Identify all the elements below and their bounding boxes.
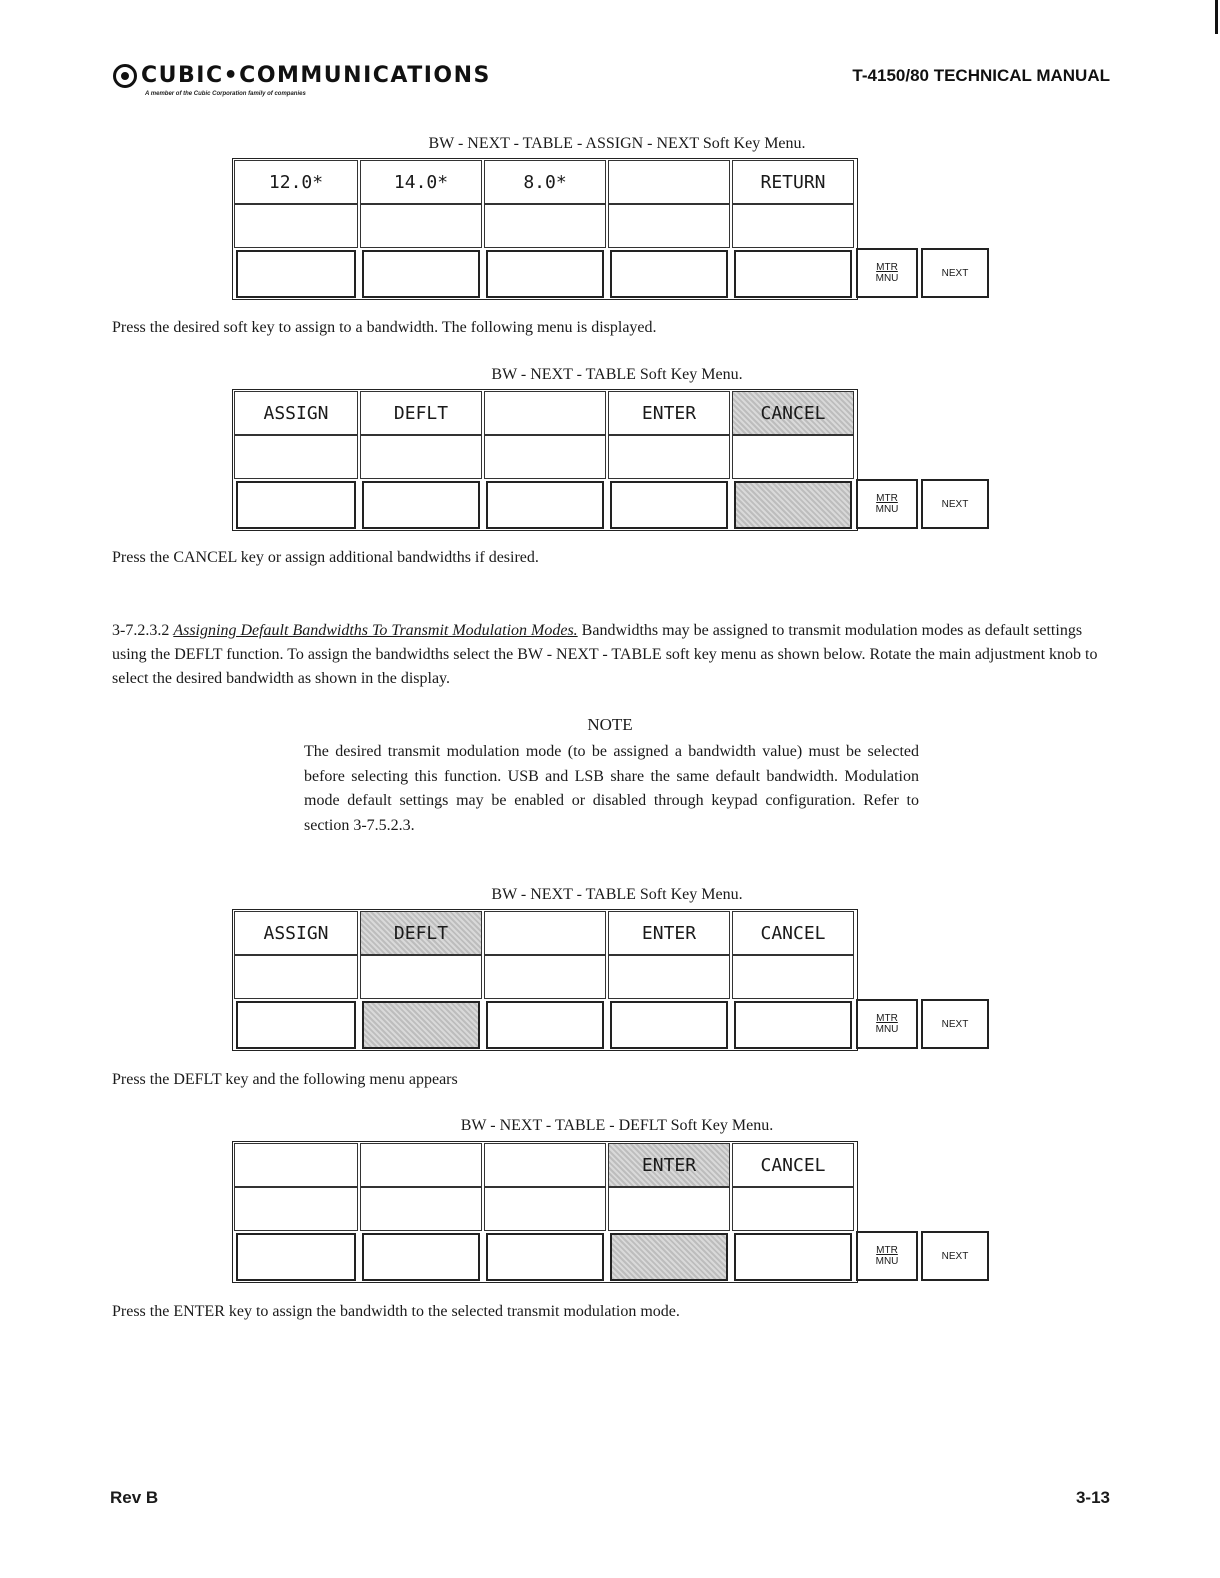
footer-revision: Rev B xyxy=(110,1488,159,1507)
soft-key-label-1 xyxy=(234,1143,358,1187)
soft-key-blank-2 xyxy=(360,435,482,479)
soft-key-blank-3 xyxy=(484,204,606,248)
soft-key-blank-3 xyxy=(484,435,606,479)
soft-key-label-1: ASSIGN xyxy=(234,391,358,435)
meter-label: MTR xyxy=(876,262,898,273)
soft-key-blank-5 xyxy=(732,955,854,999)
soft-key-button-4[interactable] xyxy=(610,481,728,529)
soft-key-label-2 xyxy=(360,1143,482,1187)
soft-key-button-4[interactable] xyxy=(610,1233,728,1281)
menu-label: MNU xyxy=(875,1256,899,1267)
meter-label: MTR xyxy=(876,1245,898,1256)
soft-key-panel-2 xyxy=(232,389,992,531)
soft-key-blank-1 xyxy=(234,435,358,479)
soft-key-label-3 xyxy=(484,391,606,435)
menu-label: MNU xyxy=(875,273,899,284)
note-heading: NOTE xyxy=(587,715,633,734)
soft-key-panel-1 xyxy=(232,158,992,300)
soft-key-button-2[interactable] xyxy=(362,1001,480,1049)
soft-key-blank-1 xyxy=(234,204,358,248)
soft-key-blank-5 xyxy=(732,435,854,479)
meter-label: MTR xyxy=(876,1013,898,1024)
soft-key-button-3[interactable] xyxy=(486,1001,604,1049)
soft-key-label-4: ENTER xyxy=(608,1143,730,1187)
soft-key-blank-3 xyxy=(484,955,606,999)
soft-key-button-5[interactable] xyxy=(734,250,852,298)
soft-key-blank-5 xyxy=(732,204,854,248)
scan-edge-mark xyxy=(1215,0,1218,34)
soft-key-blank-2 xyxy=(360,955,482,999)
soft-key-button-4[interactable] xyxy=(610,1001,728,1049)
menu-caption-4: BW - NEXT - TABLE - DEFLT Soft Key Menu. xyxy=(460,1117,774,1134)
soft-key-button-1[interactable] xyxy=(236,481,356,529)
soft-key-button-2[interactable] xyxy=(362,481,480,529)
company-logo xyxy=(113,63,491,88)
soft-key-blank-4 xyxy=(608,1187,730,1231)
meter-menu-button[interactable] xyxy=(856,248,918,298)
menu-caption-2: BW - NEXT - TABLE Soft Key Menu. xyxy=(491,366,743,383)
soft-key-button-2[interactable] xyxy=(362,250,480,298)
soft-key-label-3: 8.0* xyxy=(484,160,606,204)
soft-key-label-5: RETURN xyxy=(732,160,854,204)
soft-key-button-2[interactable] xyxy=(362,1233,480,1281)
soft-key-label-2: 14.0* xyxy=(360,160,482,204)
menu-label: MNU xyxy=(875,504,899,515)
meter-label: MTR xyxy=(876,493,898,504)
soft-key-blank-4 xyxy=(608,435,730,479)
section-number: 3-7.2.3.2 xyxy=(112,622,170,639)
soft-key-blank-1 xyxy=(234,955,358,999)
soft-key-label-4: ENTER xyxy=(608,911,730,955)
menu-caption-1: BW - NEXT - TABLE - ASSIGN - NEXT Soft Key Menu. xyxy=(428,135,806,152)
company-tagline: A member of the Cubic Corporation family of companies xyxy=(145,91,306,97)
section-title: Assigning Default Bandwidths To Transmit Modulation Modes. xyxy=(173,622,578,639)
next-button[interactable]: NEXT xyxy=(921,248,989,298)
soft-key-button-5[interactable] xyxy=(734,481,852,529)
soft-key-label-3 xyxy=(484,1143,606,1187)
soft-key-label-2: DEFLT xyxy=(360,911,482,955)
meter-menu-button[interactable] xyxy=(856,999,918,1049)
meter-menu-button[interactable] xyxy=(856,479,918,529)
soft-key-blank-1 xyxy=(234,1187,358,1231)
soft-key-blank-5 xyxy=(732,1187,854,1231)
paragraph-3: Press the DEFLT key and the following menu appears xyxy=(112,1071,458,1088)
soft-key-button-5[interactable] xyxy=(734,1233,852,1281)
company-name: CUBIC•COMMUNICATIONS xyxy=(141,63,491,88)
soft-key-button-5[interactable] xyxy=(734,1001,852,1049)
paragraph-1: Press the desired soft key to assign to a bandwidth. The following menu is displayed. xyxy=(112,319,657,336)
soft-key-label-4 xyxy=(608,160,730,204)
soft-key-label-5: CANCEL xyxy=(732,1143,854,1187)
cubic-logo-icon xyxy=(113,64,137,88)
soft-key-panel-3 xyxy=(232,909,992,1051)
soft-key-blank-2 xyxy=(360,1187,482,1231)
soft-key-blank-4 xyxy=(608,955,730,999)
next-button[interactable]: NEXT xyxy=(921,479,989,529)
soft-key-button-3[interactable] xyxy=(486,1233,604,1281)
paragraph-4: Press the ENTER key to assign the bandwidth to the selected transmit modulation mode. xyxy=(112,1303,680,1320)
soft-key-button-4[interactable] xyxy=(610,250,728,298)
soft-key-label-5: CANCEL xyxy=(732,391,854,435)
soft-key-label-4: ENTER xyxy=(608,391,730,435)
section-3-7-2-3-2 xyxy=(112,619,1112,691)
menu-label: MNU xyxy=(875,1024,899,1035)
soft-key-button-1[interactable] xyxy=(236,250,356,298)
next-button[interactable]: NEXT xyxy=(921,999,989,1049)
soft-key-label-3 xyxy=(484,911,606,955)
soft-key-blank-2 xyxy=(360,204,482,248)
meter-menu-button[interactable] xyxy=(856,1231,918,1281)
soft-key-panel-4 xyxy=(232,1141,992,1283)
soft-key-button-3[interactable] xyxy=(486,481,604,529)
soft-key-button-1[interactable] xyxy=(236,1233,356,1281)
soft-key-label-1: 12.0* xyxy=(234,160,358,204)
footer-page-number: 3-13 xyxy=(1075,1488,1110,1507)
soft-key-button-3[interactable] xyxy=(486,250,604,298)
manual-title: T-4150/80 TECHNICAL MANUAL xyxy=(852,66,1110,85)
soft-key-blank-3 xyxy=(484,1187,606,1231)
soft-key-button-1[interactable] xyxy=(236,1001,356,1049)
note-body: The desired transmit modulation mode (to be assigned a bandwidth value) must be selected before selecting this function. USB and LSB share the same default bandwidth. Modulation mode default settings may be enabled or disabled through keypad configuration. Refer to section 3-7.5.2.3. xyxy=(304,743,919,834)
next-button[interactable]: NEXT xyxy=(921,1231,989,1281)
soft-key-blank-4 xyxy=(608,204,730,248)
soft-key-label-5: CANCEL xyxy=(732,911,854,955)
paragraph-2: Press the CANCEL key or assign additional bandwidths if desired. xyxy=(112,549,539,566)
soft-key-label-2: DEFLT xyxy=(360,391,482,435)
menu-caption-3: BW - NEXT - TABLE Soft Key Menu. xyxy=(491,886,743,903)
soft-key-label-1: ASSIGN xyxy=(234,911,358,955)
section-body: Bandwidths may be assigned to transmit modulation modes as default settings using the DEFLT function. To assign the bandwidths select the BW - NEXT - TABLE soft key menu as shown below. Rotate the main adjustment knob to select the desired bandwidth as shown in the display. xyxy=(112,622,1098,687)
